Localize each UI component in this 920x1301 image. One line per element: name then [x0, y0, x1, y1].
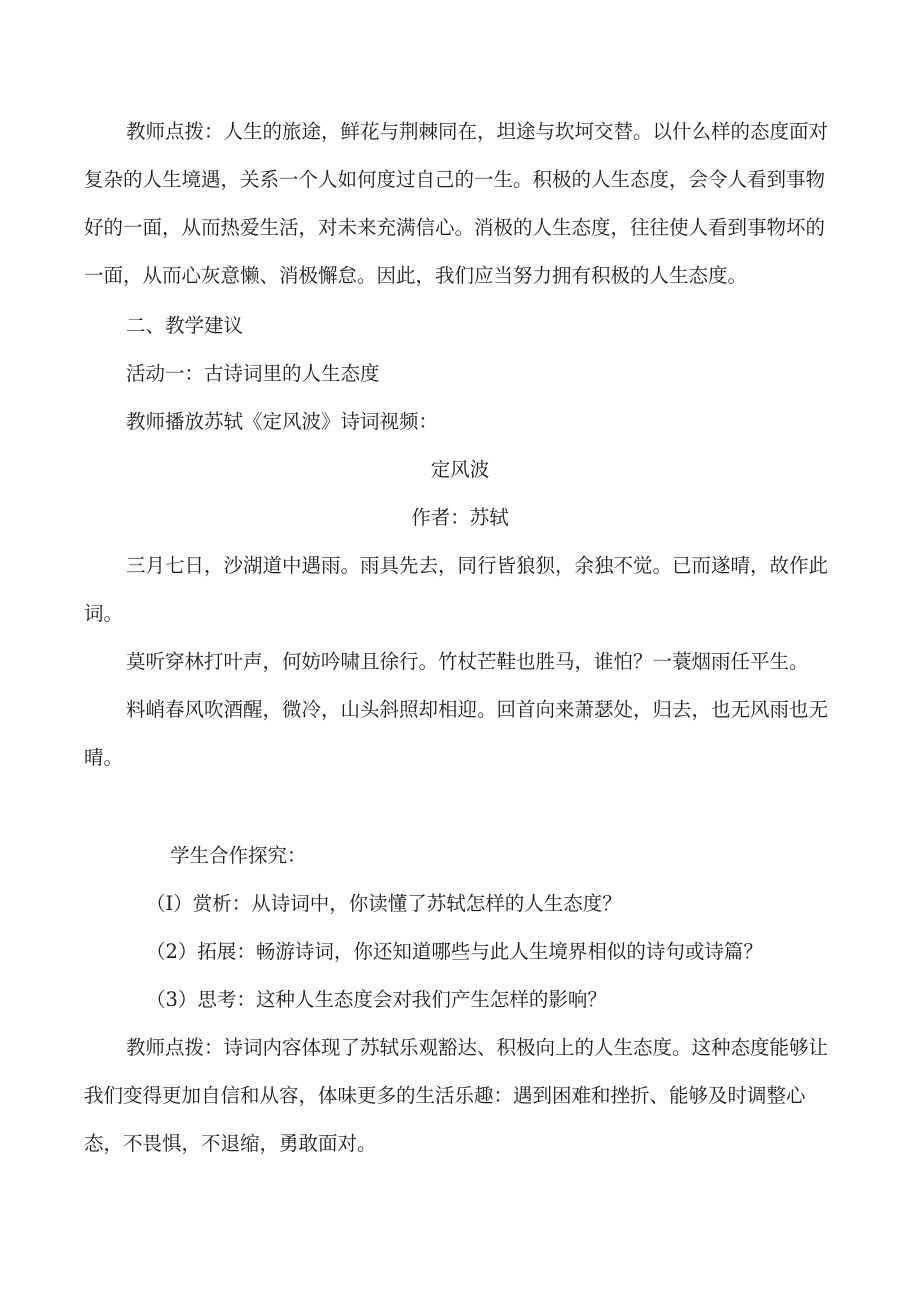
poem-preface: 三月七日，沙湖道中遇雨。雨具先去，同行皆狼狈，余独不觉。已而遂晴，故作此词。 — [84, 554, 829, 625]
inquiry-question-1: （I）赏析：从诗词中，你读懂了苏轼怎样的人生态度？ — [146, 892, 622, 915]
inquiry-heading: 学生合作探究： — [170, 844, 307, 867]
poem-stanza-1: 莫听穿林打叶声，何妨吟啸且徐行。竹杖芒鞋也胜马，谁怕？一蓑烟雨任平生。 — [126, 650, 809, 673]
poem-stanza-2: 料峭春风吹酒醒，微冷，山头斜照却相迎。回首向来萧瑟处，归去，也无风雨也无晴。 — [84, 698, 829, 769]
activity-heading: 活动一：古诗词里的人生态度 — [126, 362, 380, 385]
inquiry-question-3: （3）思考：这种人生态度会对我们产生怎样的影响？ — [146, 988, 607, 1011]
poem-author: 作者：苏轼 — [411, 506, 509, 529]
section-heading: 二、教学建议 — [126, 314, 244, 337]
poem-title: 定风波 — [430, 458, 490, 481]
video-intro: 教师播放苏轼《定风波》诗词视频： — [126, 410, 439, 433]
conclusion-paragraph: 教师点拨：诗词内容体现了苏轼乐观豁达、积极向上的人生态度。这种态度能够让我们变得更加自信和从容，体味更多的生活乐趣：遇到困难和挫折、能够及时调整心态，不畏惧，不退缩，勇敢面对。 — [84, 1036, 829, 1155]
inquiry-question-2: （2）拓展：畅游诗词，你还知道哪些与此人生境界相似的诗句或诗篇？ — [146, 940, 763, 963]
intro-paragraph: 教师点拨：人生的旅途，鲜花与荆棘同在，坦途与坎坷交替。以什么样的态度面对复杂的人生境遇，关系一个人如何度过自己的一生。积极的人生态度，会令人看到事物好的一面，从而热爱生活，对未来充满信心。消极的人生态度，往往使人看到事物坏的一面，从而心灰意懒、消极懈怠。因此，我们应当努力拥有积极的人生态度。 — [84, 120, 829, 287]
